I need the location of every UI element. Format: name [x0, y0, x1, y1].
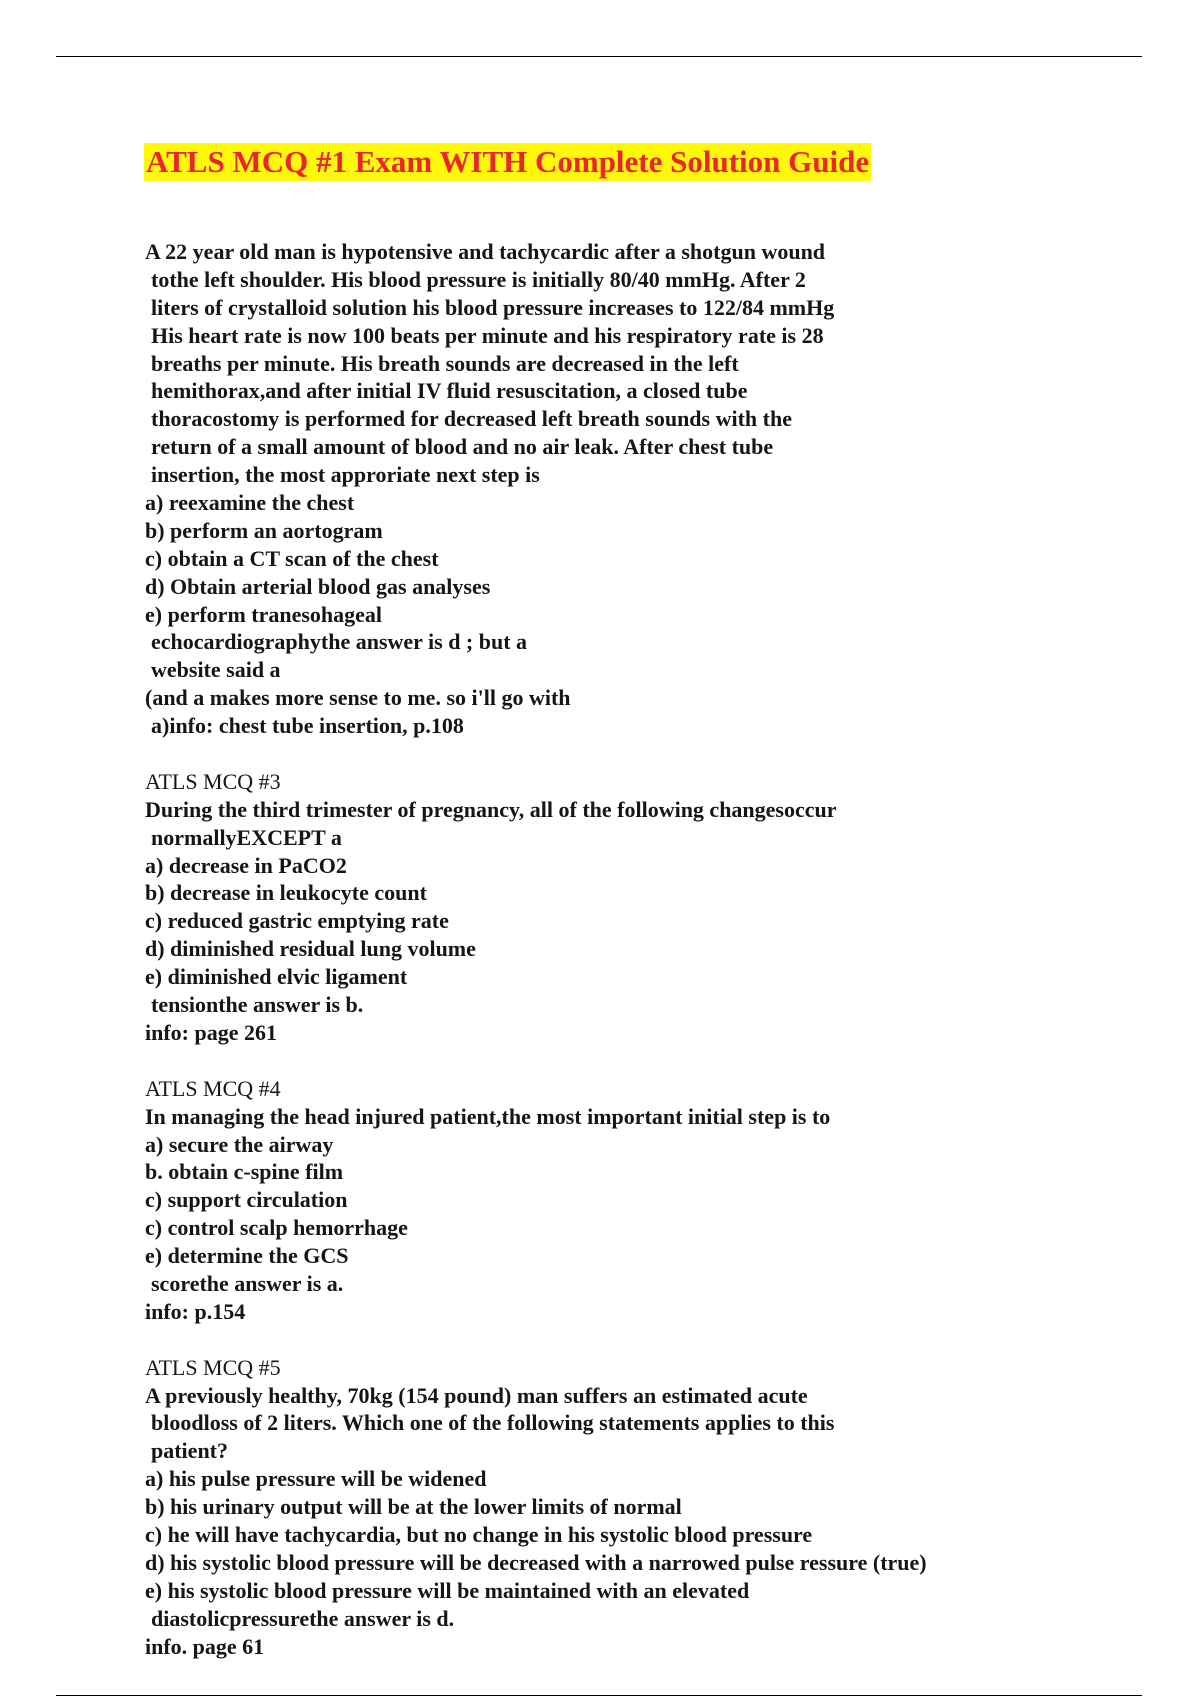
answer-option: c) he will have tachycardia, but no change in his systolic blood pressure — [145, 1521, 813, 1547]
info-reference: info. page 61 — [145, 1633, 265, 1659]
question-stem-line: return of a small amount of blood and no air leak. After chest tube — [151, 434, 774, 460]
question-stem-line: hemithorax,and after initial IV fluid resuscitation, a closed tube — [151, 378, 748, 404]
question-stem-line: normallyEXCEPT a — [151, 824, 342, 850]
answer-line: scorethe answer is a. — [151, 1270, 344, 1296]
question-stem-line: His heart rate is now 100 beats per minute and his respiratory rate is 28 — [151, 322, 824, 348]
question-stem-line: breaths per minute. His breath sounds are decreased in the left — [151, 350, 739, 376]
question-heading: ATLS MCQ #5 — [145, 1354, 281, 1380]
answer-line: diastolicpressurethe answer is d. — [151, 1605, 455, 1631]
answer-option: c) obtain a CT scan of the chest — [145, 545, 439, 571]
answer-option: e) determine the GCS — [145, 1243, 349, 1269]
question-stem-line: liters of crystalloid solution his blood pressure increases to 122/84 mmHg — [151, 294, 835, 320]
bottom-rule — [56, 1695, 1142, 1696]
answer-option: a) secure the airway — [145, 1131, 334, 1157]
question-1 — [145, 238, 1045, 740]
question-3 — [145, 768, 1045, 1047]
answer-note-line: (and a makes more sense to me. so i'll go with — [145, 685, 571, 711]
answer-option: d) Obtain arterial blood gas analyses — [145, 573, 491, 599]
question-stem-line: A 22 year old man is hypotensive and tachycardic after a shotgun wound — [145, 239, 826, 264]
question-stem-line: A previously healthy, 70kg (154 pound) man suffers an estimated acute — [145, 1382, 808, 1408]
answer-option: c) support circulation — [145, 1187, 348, 1213]
question-stem-line: tothe left shoulder. His blood pressure is initially 80/40 mmHg. After 2 — [151, 266, 806, 292]
answer-option: a) reexamine the chest — [145, 490, 355, 516]
document-title: ATLS MCQ #1 Exam WITH Complete Solution Guide — [146, 144, 870, 179]
top-rule — [56, 56, 1142, 57]
question-content — [145, 238, 1045, 1660]
info-reference: info: page 261 — [145, 1019, 277, 1045]
answer-note-line: a)info: chest tube insertion, p.108 — [151, 713, 464, 739]
question-stem-line: In managing the head injured patient,the most important initial step is to — [145, 1103, 831, 1129]
answer-option: d) his systolic blood pressure will be decreased with a narrowed pulse ressure (true) — [145, 1549, 927, 1575]
answer-option: e) diminished elvic ligament — [145, 964, 408, 990]
answer-option: e) his systolic blood pressure will be maintained with an elevated — [145, 1577, 750, 1603]
info-reference: info: p.154 — [145, 1298, 246, 1324]
question-heading: ATLS MCQ #4 — [145, 1075, 281, 1101]
question-stem-line: thoracostomy is performed for decreased left breath sounds with the — [151, 406, 792, 432]
answer-option: b) decrease in leukocyte count — [145, 880, 427, 906]
question-stem-line: bloodloss of 2 liters. Which one of the following statements applies to this — [151, 1410, 835, 1436]
question-stem-line: insertion, the most approriate next step is — [151, 462, 540, 488]
answer-option: b) his urinary output will be at the lower limits of normal — [145, 1494, 682, 1520]
answer-option: d) diminished residual lung volume — [145, 936, 476, 962]
answer-option: b. obtain c-spine film — [145, 1159, 344, 1185]
answer-option: e) perform tranesohageal — [145, 601, 383, 627]
answer-option: c) reduced gastric emptying rate — [145, 908, 449, 934]
answer-note-line: website said a — [151, 657, 281, 683]
answer-option: c) control scalp hemorrhage — [145, 1215, 408, 1241]
question-stem-line: patient? — [151, 1438, 228, 1464]
answer-option: a) his pulse pressure will be widened — [145, 1466, 487, 1492]
question-5 — [145, 1354, 1045, 1661]
answer-line: tensionthe answer is b. — [151, 992, 364, 1018]
answer-option: a) decrease in PaCO2 — [145, 852, 347, 878]
answer-option: b) perform an aortogram — [145, 517, 383, 543]
question-stem-line: During the third trimester of pregnancy, all of the following changesoccur — [145, 796, 837, 822]
question-4 — [145, 1075, 1045, 1326]
answer-note-line: echocardiographythe answer is d ; but a — [151, 629, 528, 655]
question-heading: ATLS MCQ #3 — [145, 768, 281, 794]
